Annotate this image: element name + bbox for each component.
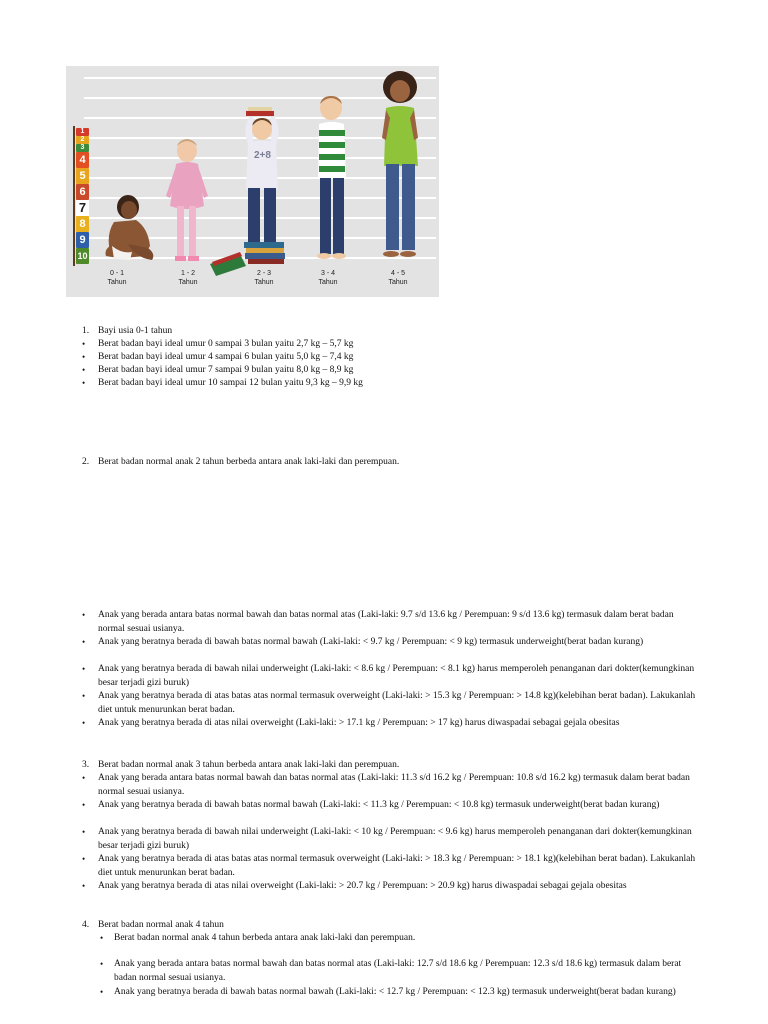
number-block: 1: [76, 128, 89, 136]
list-item: Anak yang berada antara batas normal bawah dan batas normal atas (Laki-laki: 9.7 s/d 13.6 kg / Perempuan: 9 s/d 13.6 kg) termasuk dalam berat badan normal sesuai usianya.: [98, 610, 674, 634]
number-block: 8: [76, 216, 89, 232]
section-title: Berat badan normal anak 2 tahun berbeda antara anak laki-laki dan perempuan.: [98, 457, 400, 467]
bullet: •: [82, 773, 86, 783]
number-block: 9: [76, 232, 89, 248]
girl-4-5-image: [382, 71, 418, 257]
list-item: Anak yang beratnya berada di bawah batas normal bawah (Laki-laki: < 11.3 kg / Perempuan: < 10.8 kg) termasuk underweight(berat badan kurang): [98, 800, 660, 810]
svg-text:2+8: 2+8: [254, 150, 271, 161]
section-title: Berat badan normal anak 3 tahun berbeda antara anak laki-laki dan perempuan.: [98, 760, 400, 770]
bullet: •: [82, 378, 86, 388]
number-block: 7: [76, 200, 89, 216]
age-label: 2 - 3 Tahun: [254, 270, 274, 286]
list-item: Anak yang beratnya berada di bawah batas normal bawah (Laki-laki: < 9.7 kg / Perempuan: < 9 kg) termasuk underweight(berat badan kurang): [98, 637, 644, 647]
section-title: Berat badan normal anak 4 tahun: [98, 920, 224, 930]
number-block: 2: [76, 136, 89, 144]
girl-1-2-image: [166, 139, 208, 261]
section-number: 1.: [82, 326, 90, 336]
list-item: Anak yang beratnya berada di bawah nilai underweight (Laki-laki: < 10 kg / Perempuan: < 9.6 kg) harus memperoleh penanganan dari dokter(kemungkinan besar terjadi gizi buruk): [98, 827, 692, 851]
bullet: •: [82, 881, 86, 891]
bullet: •: [82, 610, 86, 620]
children-illustration: [66, 66, 439, 297]
number-block: 10: [76, 248, 89, 264]
bullet: •: [82, 352, 86, 362]
list-item: Anak yang beratnya berada di bawah nilai underweight (Laki-laki: < 8.6 kg / Perempuan: < 8.1 kg) harus memperoleh penanganan dari dokter(kemungkinan besar terjadi gizi buruk): [98, 664, 695, 688]
list-item: Berat badan bayi ideal umur 7 sampai 9 bulan yaitu 8,0 kg – 8,9 kg: [98, 365, 354, 375]
boy-3-4-image: [317, 96, 346, 259]
bullet: •: [82, 854, 86, 864]
baby-0-1-image: [106, 195, 154, 260]
list-item: Anak yang beratnya berada di atas batas atas normal termasuk overweight (Laki-laki: > 18.3 kg / Perempuan: > 18.1 kg)(kelebihan berat badan). Lakukanlah diet untuk menurunkan berat badan.: [98, 854, 696, 878]
bullet: •: [82, 339, 86, 349]
bullet: •: [82, 664, 86, 674]
bullet: •: [82, 691, 86, 701]
bullet: •: [82, 827, 86, 837]
section-number: 3.: [82, 760, 90, 770]
section-number: 2.: [82, 457, 90, 467]
list-item: Anak yang beratnya berada di atas nilai overweight (Laki-laki: > 17.1 kg / Perempuan: > 17 kg) harus diwaspadai sebagai gejala obesitas: [98, 718, 620, 728]
list-item: Anak yang beratnya berada di atas batas atas normal termasuk overweight (Laki-laki: > 15.3 kg / Perempuan: > 14.8 kg)(kelebihan berat badan). Lakukanlah diet untuk menurunkan berat badan.: [98, 691, 696, 715]
number-block: 6: [76, 184, 89, 200]
number-block: 5: [76, 168, 89, 184]
bullet: •: [82, 800, 86, 810]
section-title: Bayi usia 0-1 tahun: [98, 326, 173, 336]
bullet: •: [82, 718, 86, 728]
list-item: Anak yang beratnya berada di atas nilai overweight (Laki-laki: > 20.7 kg / Perempuan: > 20.9 kg) harus diwaspadai sebagai gejala obesitas: [98, 881, 627, 891]
list-item: Anak yang beratnya berada di bawah batas normal bawah (Laki-laki: < 12.7 kg / Perempuan: < 12.3 kg) termasuk underweight(berat badan kurang): [114, 987, 676, 997]
list-item: Anak yang berada antara batas normal bawah dan batas normal atas (Laki-laki: 11.3 s/d 16.2 kg / Perempuan: 10.8 s/d 16.2 kg) termasuk dalam berat badan normal sesuai usianya.: [98, 773, 690, 797]
list-item: Berat badan normal anak 4 tahun berbeda antara anak laki-laki dan perempuan.: [114, 933, 416, 943]
bullet: •: [82, 365, 86, 375]
bullet: •: [100, 959, 104, 969]
number-block: 3: [76, 144, 89, 152]
age-label: 1 - 2 Tahun: [178, 270, 198, 286]
list-item: Berat badan bayi ideal umur 0 sampai 3 bulan yaitu 2,7 kg – 5,7 kg: [98, 339, 354, 349]
growth-figure: [66, 66, 439, 297]
number-block: 4: [76, 152, 89, 168]
age-label: 3 - 4 Tahun: [318, 270, 338, 286]
bullet: •: [100, 933, 104, 943]
section-number: 4.: [82, 920, 90, 930]
age-label: 4 - 5 Tahun: [388, 270, 408, 286]
bullet: •: [82, 637, 86, 647]
boy-2-3-image: [210, 107, 285, 276]
list-item: Anak yang berada antara batas normal bawah dan batas normal atas (Laki-laki: 12.7 s/d 18.6 kg / Perempuan: 12.3 s/d 18.6 kg) termasuk dalam berat badan normal sesuai usianya.: [114, 959, 682, 983]
list-item: Berat badan bayi ideal umur 10 sampai 12 bulan yaitu 9,3 kg – 9,9 kg: [98, 378, 363, 388]
bullet: •: [100, 987, 104, 997]
list-item: Berat badan bayi ideal umur 4 sampai 6 bulan yaitu 5,0 kg – 7,4 kg: [98, 352, 354, 362]
age-label: 0 - 1 Tahun: [107, 270, 127, 286]
